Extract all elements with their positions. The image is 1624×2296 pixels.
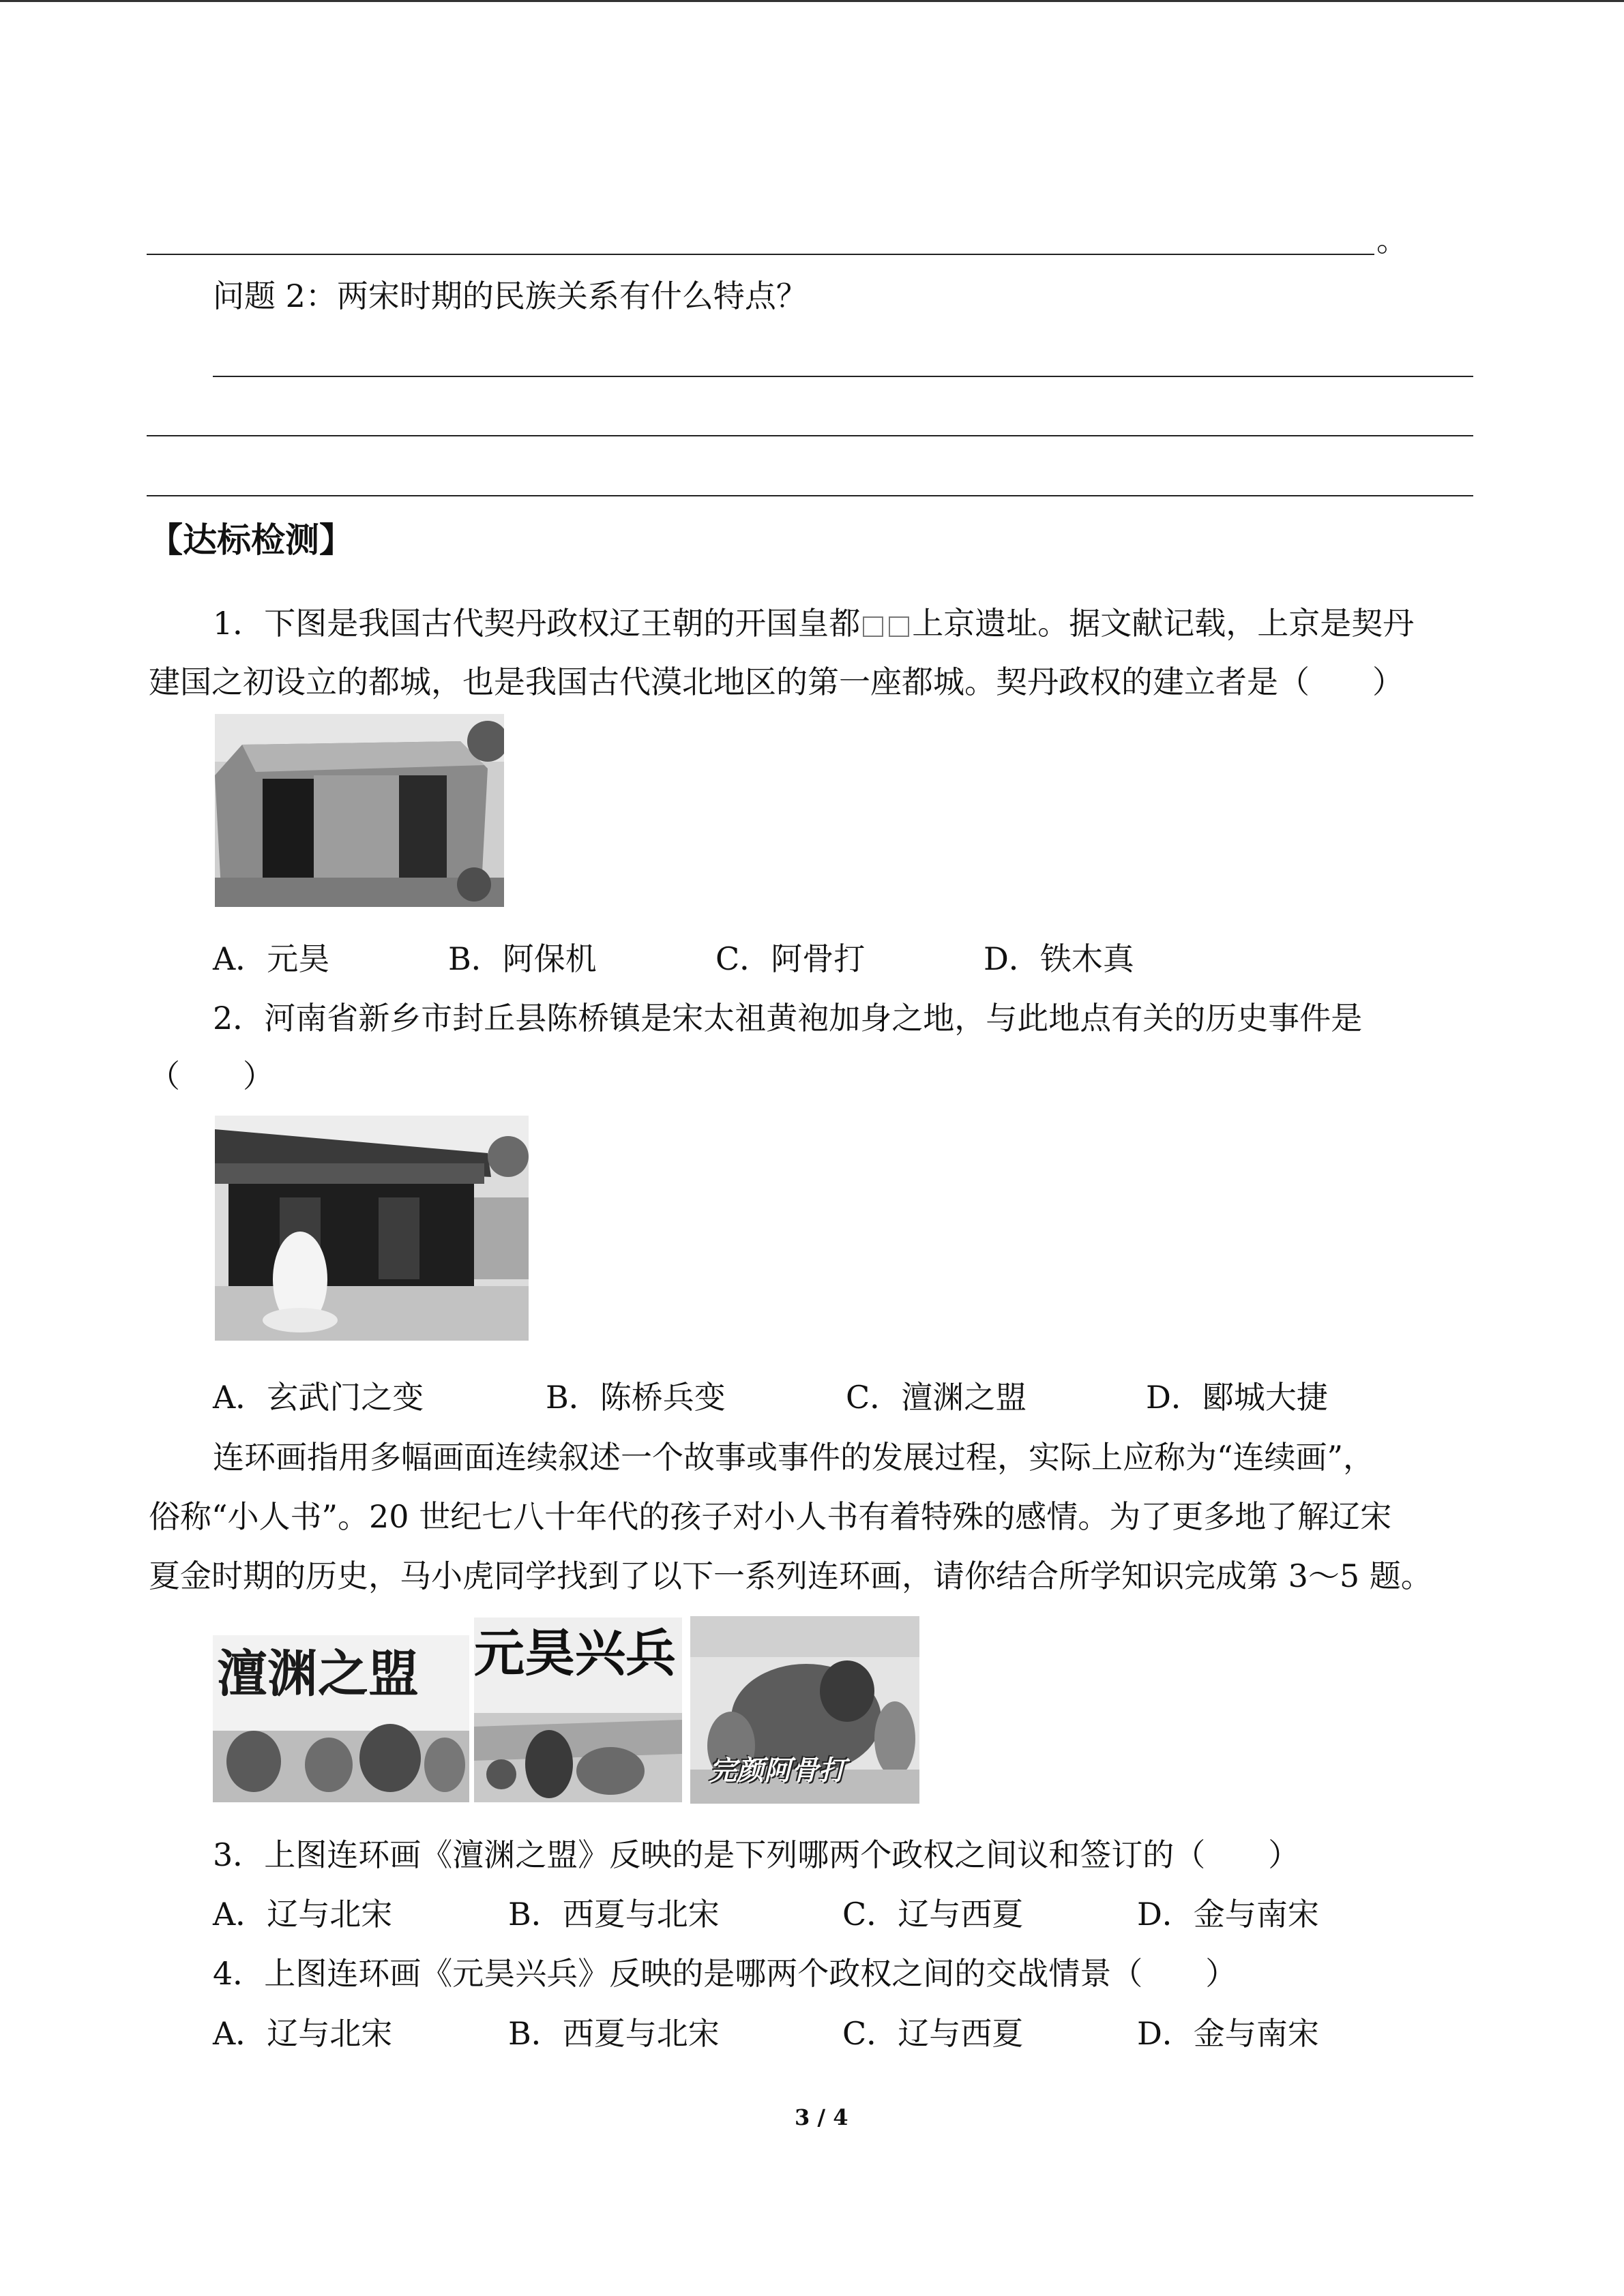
q1-option-b[interactable]: B．阿保机 <box>448 940 597 977</box>
q2-line1: 2．河南省新乡市封丘县陈桥镇是宋太祖黄袍加身之地，与此地点有关的历史事件是 <box>213 1000 1363 1037</box>
q4-option-d[interactable]: D．金与南宋 <box>1137 2015 1319 2052</box>
q1-option-c[interactable]: C．阿骨打 <box>715 940 866 977</box>
q3-option-d[interactable]: D．金与南宋 <box>1137 1896 1319 1933</box>
q1-option-d[interactable]: D．铁木真 <box>984 940 1134 977</box>
missing-char-box <box>889 616 909 637</box>
q1-line1-end: 上京遗址。据文献记载，上京是契丹 <box>912 605 1415 642</box>
period-mark: 。 <box>1376 222 1408 258</box>
q2-option-c[interactable]: C．澶渊之盟 <box>846 1379 1027 1416</box>
q3-option-c[interactable]: C．辽与西夏 <box>842 1896 1024 1933</box>
comic-title-wanyan: 完颜阿骨打 <box>709 1755 846 1787</box>
q2-option-d[interactable]: D．郾城大捷 <box>1146 1379 1328 1416</box>
comic-title-yuanhao: 元昊兴兵 <box>474 1624 676 1683</box>
q4-option-b[interactable]: B．西夏与北宋 <box>508 2015 720 2052</box>
passage-line2: 俗称“小人书”。20 世纪七八十年代的孩子对小人书有着特殊的感情。为了更多地了解辽宋 <box>149 1498 1392 1535</box>
page-top-border <box>0 0 1624 2</box>
answer-line <box>147 254 1374 255</box>
answer-line <box>213 376 1473 377</box>
question-2-text: 问题 2：两宋时期的民族关系有什么特点？ <box>213 278 808 314</box>
passage-line1: 连环画指用多幅画面连续叙述一个故事或事件的发展过程，实际上应称为“连续画”， <box>213 1439 1375 1476</box>
answer-line <box>147 435 1473 436</box>
answer-line <box>147 495 1473 496</box>
q1-line1-start: 1．下图是我国古代契丹政权辽王朝的开国皇都 <box>213 605 861 642</box>
q1-line2: 建国之初设立的都城，也是我国古代漠北地区的第一座都城。契丹政权的建立者是（ ） <box>149 664 1404 700</box>
q1-line1 <box>213 603 1414 644</box>
q3-text: 3．上图连环画《澶渊之盟》反映的是下列哪两个政权之间议和签订的（ ） <box>213 1836 1300 1873</box>
q2-option-a[interactable]: A．玄武门之变 <box>213 1379 424 1416</box>
chenqiao-site-photo <box>215 1116 529 1341</box>
comic-title-chanyuan: 澶渊之盟 <box>217 1645 419 1703</box>
q4-option-a[interactable]: A．辽与北宋 <box>213 2015 393 2052</box>
q2-option-b[interactable]: B．陈桥兵变 <box>546 1379 726 1416</box>
q4-text: 4．上图连环画《元昊兴兵》反映的是哪两个政权之间的交战情景（ ） <box>213 1955 1237 1992</box>
section-title: 【达标检测】 <box>149 520 353 560</box>
q3-option-b[interactable]: B．西夏与北宋 <box>508 1896 720 1933</box>
q4-option-c[interactable]: C．辽与西夏 <box>842 2015 1024 2052</box>
q2-line2: （ ） <box>149 1058 274 1094</box>
shangjing-ruins-photo <box>215 714 504 907</box>
missing-char-box <box>863 616 883 637</box>
q3-option-a[interactable]: A．辽与北宋 <box>213 1896 393 1933</box>
passage-line3: 夏金时期的历史，马小虎同学找到了以下一系列连环画，请你结合所学知识完成第 3～5 题。 <box>149 1557 1432 1594</box>
q1-option-a[interactable]: A．元昊 <box>213 940 330 977</box>
page-number: 3 / 4 <box>795 2104 848 2130</box>
